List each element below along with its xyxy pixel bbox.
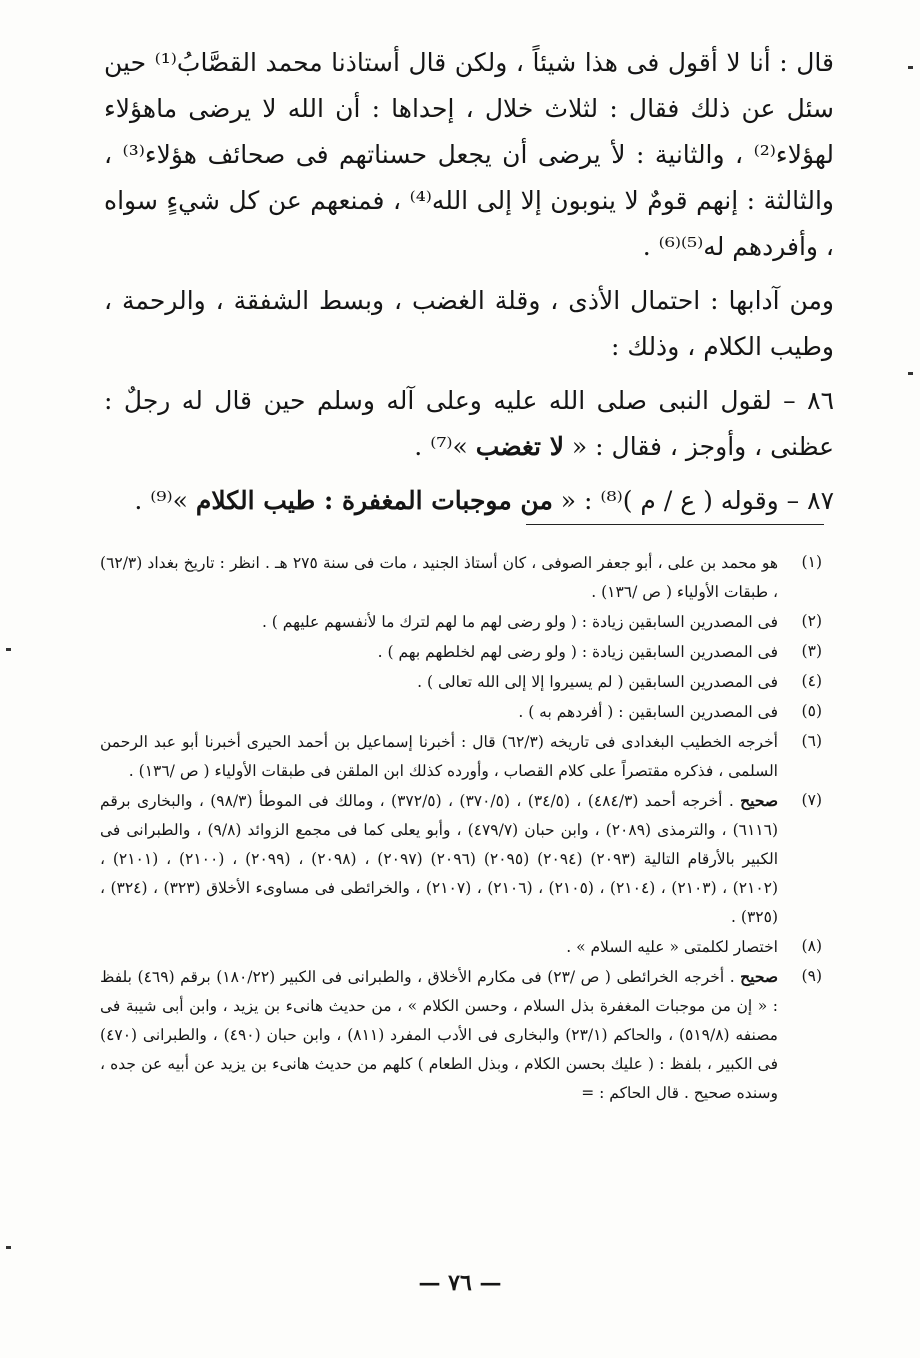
scan-mark bbox=[908, 66, 913, 69]
footnote-text: . أخرجه الخرائطى ( ص /٢٣) فى مكارم الأخلاق ، والطبرانى فى الكبير (١٨٠/٢٢) برقم (٤٦٩) بلفظ : « إن من موجبات المغفرة بذل السلام ، وحسن الكلام » ، من حديث هانىء بن يزيد ، وابن أبى شيبة فى مصنفه (٥١٩/٨) ، والحاكم (٢٣/١) والبخارى فى الأدب المفرد (٨١١) ، وابن حبان (٤٩٠) ، والطبرانى (٤٧٠) فى الكبير ، بلفظ : ( عليك بحسن الكلام ، وبذل الطعام ) كلهم من حديث هانىء بن يزيد عن أبيه عن جده ، وسنده صحيح . قال الحاكم : = bbox=[100, 968, 778, 1102]
main-text bbox=[104, 40, 834, 524]
footnote bbox=[100, 637, 822, 667]
footnote-number: (٩) bbox=[801, 967, 822, 985]
footnote-separator bbox=[526, 524, 824, 525]
footnote-number: (٥) bbox=[801, 702, 822, 720]
hadith-86-quote: لا تغضب bbox=[475, 432, 564, 461]
footnote-grade: صحيح bbox=[740, 967, 778, 986]
footnote-text: هو محمد بن على ، أبو جعفر الصوفى ، كان أستاذ الجنيد ، مات فى سنة ٢٧٥ هـ . انظر : تاريخ بغداد (٦٢/٣) ، طبقات الأولياء ( ص /١٣٦) . bbox=[100, 554, 779, 601]
hadith-86 bbox=[104, 378, 834, 470]
footnote-number: (٦) bbox=[801, 732, 822, 750]
footnote-text: . أخرجه أحمد (٤٨٤/٣) ، (٣٤/٥) ، (٣٧٠/٥) ، (٣٧٢/٥) ، ومالك فى الموطأ (٩٨/٣) ، والبخارى برقم (٦١١٦) ، والترمذى (٢٠٨٩) ، وابن حبان (٤٧٩/٧) ، وأبو يعلى كما فى مجمع الزوائد (٩/٨) ، والطبرانى فى الكبير بالأرقام التالية (٢٠٩٣) (٢٠٩٤) (٢٠٩٥) (٢٠٩٦) (٢٠٩٧) ، (٢٠٩٨) ، (٢٠٩٩) ، (٢١٠٠) ، (٢١٠١) ، (٢١٠٢) ، (٢١٠٣) ، (٢١٠٤) ، (٢١٠٥) ، (٢١٠٦) ، (٢١٠٧) ، والخرائطى فى مساوىء الأخلاق (٣٢٣) ، (٣٢٤) ، (٣٢٥) . bbox=[100, 792, 779, 926]
paragraph-2: ومن آدابها : احتمال الأذى ، وقلة الغضب ، وبسط الشفقة ، والرحمة ، وطيب الكلام ، وذلك : bbox=[104, 286, 834, 361]
footnote-number: (٨) bbox=[801, 937, 822, 955]
footnote-text: اختصار لكلمتى « عليه السلام » . bbox=[566, 938, 778, 956]
footnote-number: (٢) bbox=[801, 612, 822, 630]
footnote bbox=[100, 727, 822, 786]
scan-mark bbox=[6, 648, 11, 651]
footnote bbox=[100, 962, 822, 1108]
footnote bbox=[100, 932, 822, 962]
footnote-text: فى المصدرين السابقين زيادة : ( ولو رضى لهم ما لهم لترك ما لأنفسهم عليهم ) . bbox=[261, 613, 778, 631]
footnote bbox=[100, 697, 822, 727]
footnote bbox=[100, 607, 822, 637]
hadith-87-intro: ٨٧ – وقوله ( ع / م )⁽⁸⁾ : « bbox=[552, 486, 834, 515]
footnote-grade: صحيح bbox=[740, 791, 778, 810]
hadith-87-end: »⁽⁹⁾ . bbox=[134, 486, 196, 515]
footnote-text: فى المصدرين السابقين زيادة : ( ولو رضى لهم لخلطهم بهم ) . bbox=[377, 643, 778, 661]
footnote-number: (٤) bbox=[801, 672, 822, 690]
footnote-number: (١) bbox=[801, 553, 822, 571]
hadith-87-quote: من موجبات المغفرة : طيب الكلام bbox=[195, 486, 553, 515]
scan-mark bbox=[6, 1246, 11, 1249]
footnote bbox=[100, 667, 822, 697]
footnote-text: أخرجه الخطيب البغدادى فى تاريخه (٦٢/٣) قال : أخبرنا إسماعيل بن أحمد الحيرى أخبرنا أبو عبد الرحمن السلمى ، فذكره مقتصراً على كلام القصاب ، وأورده كذلك ابن الملقن فى طبقات الأولياء ( ص /١٣٦) . bbox=[100, 733, 778, 780]
footnote-number: (٣) bbox=[801, 642, 822, 660]
footnote bbox=[100, 786, 822, 932]
hadith-87 bbox=[104, 478, 834, 524]
paragraph-1: قال : أنا لا أقول فى هذا شيئاً ، ولكن قال أستاذنا محمد القصَّابُ⁽¹⁾ حين سئل عن ذلك فقال : لثلاث خلال ، إحداها : أن الله لا يرضى ماهؤلاء لهؤلاء⁽²⁾ ، والثانية : لأ يرضى أن يجعل حسناتهم فى صحائف هؤلاء⁽³⁾ ، والثالثة : إنهم قومٌ لا ينوبون إلا إلى الله⁽⁴⁾ ، فمنعهم عن كل شيءٍ سواه ، وأفردهم له⁽⁵⁾⁽⁶⁾ . bbox=[104, 48, 835, 261]
footnote-text: فى المصدرين السابقين ( لم يسيروا إلا إلى الله تعالى ) . bbox=[417, 673, 778, 691]
footnote-text: فى المصدرين السابقين : ( أفردهم به ) . bbox=[518, 703, 778, 721]
footnote-number: (٧) bbox=[801, 791, 822, 809]
hadith-86-intro: ٨٦ – لقول النبى صلى الله عليه وعلى آله وسلم حين قال له رجلٌ : عظنى ، وأوجز ، فقال : « bbox=[104, 386, 834, 461]
footnotes bbox=[100, 548, 822, 1108]
hadith-86-end: »⁽⁷⁾ . bbox=[414, 432, 476, 461]
page-number: — ٧٦ — bbox=[418, 1270, 502, 1296]
footnote bbox=[100, 548, 822, 607]
scan-mark bbox=[908, 372, 913, 375]
